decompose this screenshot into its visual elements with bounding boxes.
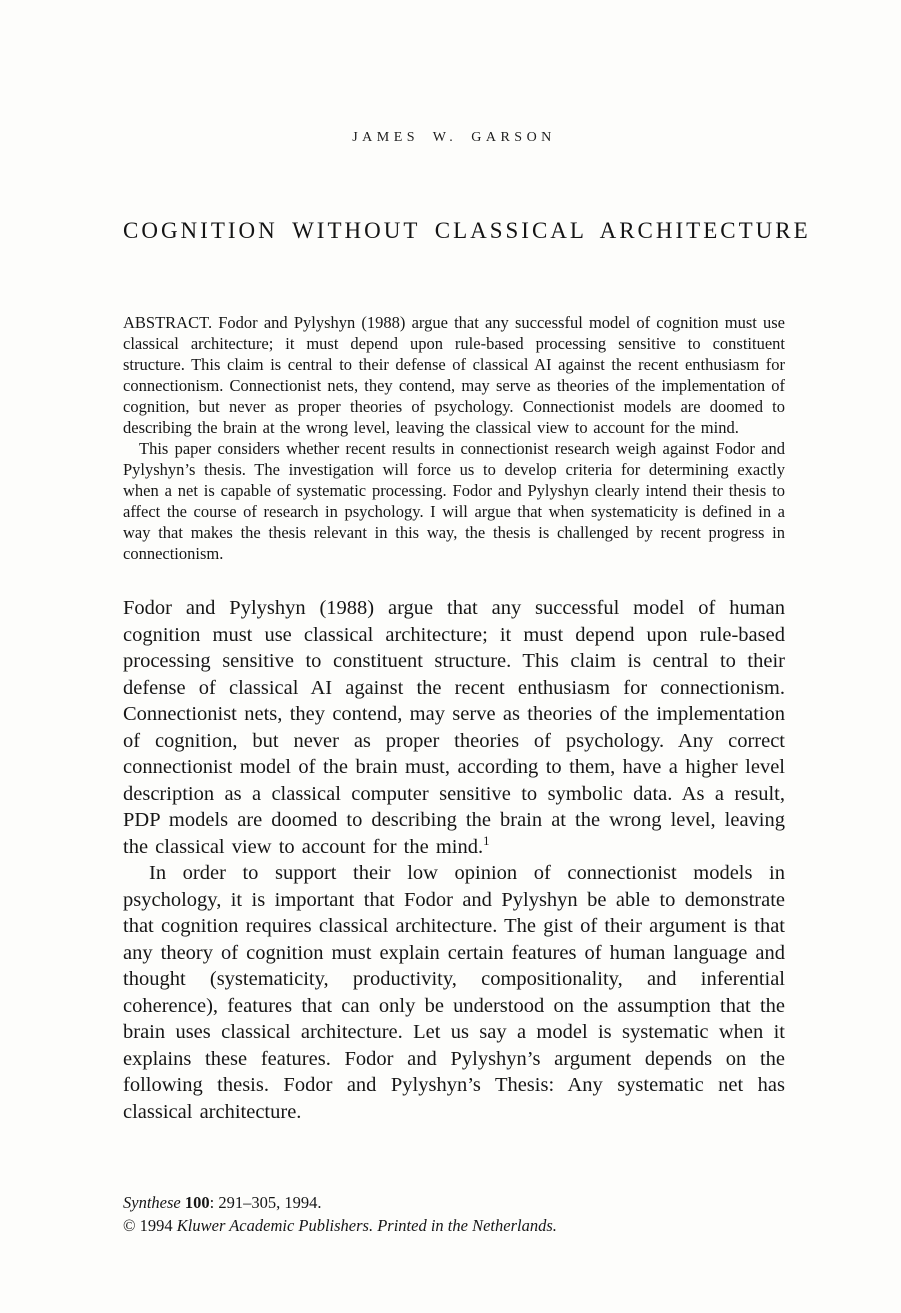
text-column (123, 0, 811, 1125)
abstract-section (123, 312, 785, 564)
publisher-name: Kluwer Academic Publishers. Printed in the Netherlands. (176, 1216, 557, 1235)
author-line: JAMES W. GARSON (352, 130, 556, 145)
citation-line (123, 1191, 785, 1214)
abstract-paragraph-2: This paper considers whether recent results in connectionist research weigh against Fodor and Pylyshyn’s thesis. The investigation will force us to develop criteria for determining exactly when a net is capable of systematic processing. Fodor and Pylyshyn clearly intend their thesis to affect the course of research in psychology. I will argue that when systematicity is defined in a way that makes the thesis relevant in this way, the thesis is challenged by recent progress in connectionism. (123, 439, 785, 563)
body-paragraph-2: In order to support their low opinion of connectionist models in psychology, it is important that Fodor and Pylyshyn be able to demonstrate that cognition requires classical architecture. The gist of their argument is that any theory of cognition must explain certain features of human language and thought (systematicity, productivity, compositionality, and inferential coherence), features that can only be understood on the assumption that the brain uses classical architecture. Let us say a model is systematic when it explains these features. Fodor and Pylyshyn’s argument depends on the following thesis. Fodor and Pylyshyn’s Thesis: Any systematic net has classical architecture. (123, 862, 785, 1123)
abstract-paragraph-1: ABSTRACT. Fodor and Pylyshyn (1988) argue that any successful model of cognition must use classical architecture; it must depend upon rule-based processing sensitive to constituent structure. This claim is central to their defense of classical AI against the recent enthusiasm for connectionism. Connectionist nets, they contend, may serve as theories of the implementation of cognition, but never as proper theories of psychology. Connectionist models are doomed to describing the brain at the wrong level, leaving the classical view to account for the mind. (123, 313, 785, 437)
body-paragraph-1-text: Fodor and Pylyshyn (1988) argue that any successful model of human cognition must use classical architecture; it must depend upon rule-based processing sensitive to constituent structure. This claim is central to their defense of classical AI against the recent enthusiasm for connectionism. Connectionist nets, they contend, may serve as theories of the implementation of cognition, but never as proper theories of psychology. Any correct connectionist model of the brain must, according to them, have a higher level description as a classical computer sensitive to symbolic data. As a result, PDP models are doomed to describing the brain at the wrong level, leaving the classical view to account for the mind. (123, 597, 785, 858)
citation-pages: : 291–305, 1994. (209, 1193, 322, 1212)
journal-name: Synthese (123, 1193, 181, 1212)
journal-volume: 100 (184, 1193, 210, 1212)
journal-footer (123, 1191, 785, 1237)
copyright-line (123, 1214, 785, 1237)
body-paragraph-1 (123, 595, 785, 860)
body-section (123, 595, 785, 1125)
copyright-year: © 1994 (123, 1216, 173, 1235)
paper-title: COGNITION WITHOUT CLASSICAL ARCHITECTURE (123, 218, 811, 243)
footnote-reference-1: 1 (483, 833, 490, 848)
